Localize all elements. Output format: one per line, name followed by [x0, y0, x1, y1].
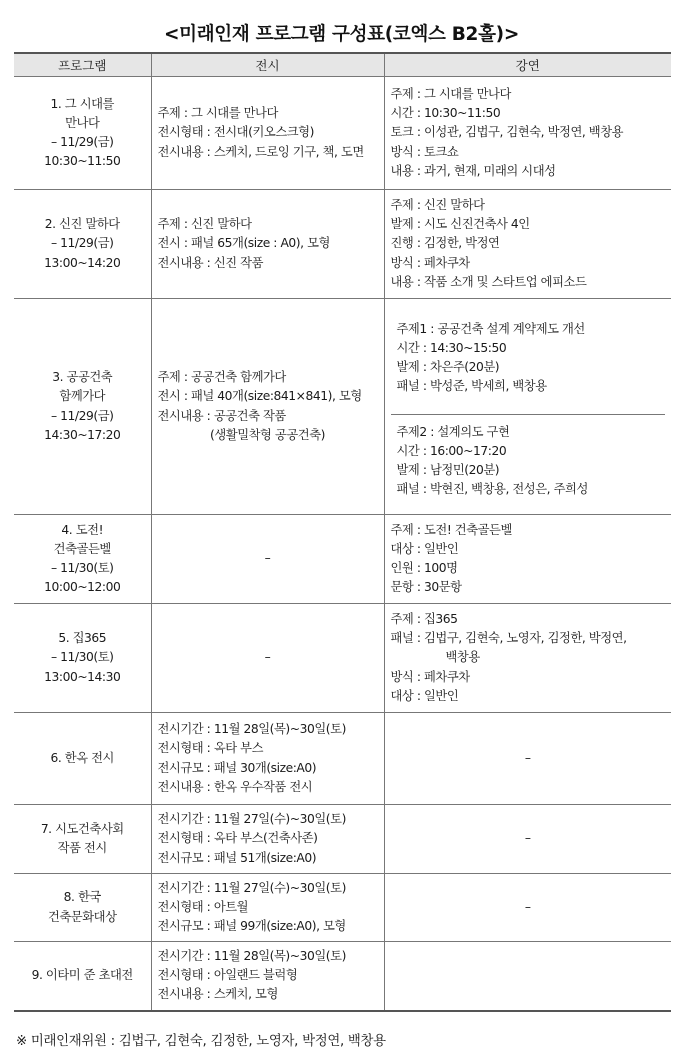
- table-row: [14, 190, 671, 299]
- program-line: – 11/30(토): [51, 561, 114, 575]
- page-title: <미래인재 프로그램 구성표(코엑스 B2홀)>: [163, 24, 520, 45]
- program-line: 건축문화대상: [47, 909, 117, 924]
- program-line: 건축골든벨: [53, 541, 111, 556]
- program-line: 13:00~14:30: [44, 669, 121, 684]
- program-cell: [14, 805, 151, 874]
- program-line: 10:00~12:00: [44, 580, 121, 595]
- lecture-line: 내용 : 작품 소개 및 스타트업 에피소드: [390, 274, 587, 289]
- header-exhibit: 전시: [151, 53, 384, 77]
- exhibit-line: 전시형태 : 아트월: [157, 899, 249, 914]
- lecture-cell: [384, 515, 671, 604]
- lecture-cell-blank: [384, 942, 671, 1011]
- program-line: 만나다: [65, 115, 100, 130]
- program-line: 6. 한옥 전시: [50, 750, 114, 765]
- lecture-line: 방식 : 페차쿠차: [390, 255, 470, 270]
- program-line: 10:30~11:50: [44, 154, 121, 169]
- program-line: 함께가다: [59, 389, 106, 404]
- program-cell: [14, 713, 151, 805]
- program-line: 3. 공공건축: [52, 370, 113, 385]
- program-line: 1. 그 시대를: [50, 96, 114, 111]
- lecture-block-1: [391, 311, 666, 414]
- lecture-line: 대상 : 일반인: [390, 541, 459, 556]
- exhibit-line: 주제 : 신진 말하다: [157, 217, 252, 232]
- exhibit-cell: [151, 299, 384, 515]
- program-line: 7. 시도건축사회: [40, 821, 124, 836]
- exhibit-line: 전시내용 : 스케치, 모형: [157, 987, 278, 1002]
- exhibit-line: 전시형태 : 옥타 부스(건축사존): [157, 831, 318, 846]
- lecture-line: 시간 : 10:30~11:50: [390, 106, 501, 121]
- exhibit-line: 전시내용 : 스케치, 드로잉 기구, 책, 도면: [157, 144, 364, 159]
- lecture-line: 발제 : 시도 신진건축사 4인: [390, 217, 530, 232]
- exhibit-line: 전시 : 패널 40개(size:841×841), 모형: [157, 389, 362, 404]
- program-line: – 11/29(금): [51, 408, 114, 423]
- program-line: 작품 전시: [57, 841, 107, 855]
- lecture-cell: [384, 77, 671, 190]
- program-line: 4. 도전!: [61, 522, 104, 537]
- lecture-line: 패널 : 김법구, 김현숙, 노영자, 김정한, 박정연,: [390, 631, 627, 646]
- table-row: [14, 942, 671, 1011]
- table-row: [14, 77, 671, 190]
- table-header-row: [14, 53, 671, 77]
- program-line: – 11/29(금): [51, 135, 114, 149]
- exhibit-line: 전시규모 : 패널 51개(size:A0): [157, 850, 317, 865]
- lecture-line: 주제 : 신진 말하다: [390, 197, 485, 212]
- program-line: 5. 집365: [58, 631, 107, 646]
- lecture-line: 문항 : 30문항: [390, 580, 462, 595]
- exhibit-line: 전시기간 : 11월 28일(목)~30일(토): [157, 948, 346, 963]
- exhibit-line: 전시규모 : 패널 30개(size:A0): [157, 760, 317, 775]
- exhibit-cell: [151, 874, 384, 942]
- exhibit-line: 전시 : 패널 65개(size : A0), 모형: [157, 236, 330, 251]
- program-cell: [14, 942, 151, 1011]
- lecture-line: 주제2 : 설계의도 구현: [396, 424, 510, 439]
- lecture-cell-empty: –: [384, 805, 671, 874]
- lecture-cell: [384, 604, 671, 713]
- exhibit-line: 전시형태 : 아일랜드 블럭형: [157, 968, 298, 983]
- program-line: 13:00~14:20: [44, 255, 121, 270]
- exhibit-cell: [151, 190, 384, 299]
- lecture-line: 대상 : 일반인: [390, 688, 459, 703]
- lecture-line: 방식 : 토크쇼: [390, 144, 459, 159]
- table-row: [14, 515, 671, 604]
- table-row: [14, 805, 671, 874]
- exhibit-cell: [151, 942, 384, 1011]
- exhibit-line: 전시내용 : 공공건축 작품: [157, 408, 286, 423]
- lecture-cell: [384, 299, 671, 515]
- lecture-cell-empty: –: [384, 713, 671, 805]
- committee-note: ※ 미래인재위원 : 김법구, 김현숙, 김정한, 노영자, 박정연, 백창용: [16, 1034, 386, 1049]
- lecture-line: 토크 : 이성관, 김법구, 김현숙, 박정연, 백창용: [390, 125, 624, 140]
- lecture-line: 패널 : 박현진, 백창용, 전성은, 주희성: [396, 482, 588, 497]
- exhibit-line: 전시기간 : 11월 27일(수)~30일(토): [157, 880, 346, 895]
- lecture-line: 백창용: [445, 650, 480, 665]
- lecture-line: 내용 : 과거, 현재, 미래의 시대성: [390, 163, 556, 178]
- header-lecture: 강연: [384, 53, 671, 77]
- program-cell: [14, 190, 151, 299]
- program-cell: [14, 299, 151, 515]
- lecture-block-2: [391, 414, 666, 503]
- exhibit-line: 전시기간 : 11월 27일(수)~30일(토): [157, 812, 346, 827]
- table-row: [14, 874, 671, 942]
- exhibit-cell-empty: –: [151, 604, 384, 713]
- program-line: 14:30~17:20: [44, 427, 121, 442]
- exhibit-cell: [151, 77, 384, 190]
- exhibit-line: 전시기간 : 11월 28일(목)~30일(토): [157, 722, 346, 737]
- program-line: – 11/29(금): [51, 236, 114, 251]
- lecture-line: 발제 : 차은주(20분): [396, 360, 500, 374]
- exhibit-cell: [151, 713, 384, 805]
- exhibit-line: 전시내용 : 한옥 우수작품 전시: [157, 779, 313, 794]
- program-line: 2. 신진 말하다: [44, 217, 120, 232]
- exhibit-line: 주제 : 그 시대를 만나다: [157, 106, 278, 121]
- lecture-cell: [384, 190, 671, 299]
- exhibit-cell-empty: –: [151, 515, 384, 604]
- exhibit-line: (생활밀착형 공공건축): [209, 427, 325, 442]
- program-cell: [14, 515, 151, 604]
- program-cell: [14, 77, 151, 190]
- lecture-line: 주제 : 집365: [390, 611, 458, 626]
- program-line: – 11/30(토): [51, 650, 114, 665]
- exhibit-line: 주제 : 공공건축 함께가다: [157, 370, 286, 385]
- table-row: [14, 713, 671, 805]
- lecture-line: 발제 : 남정민(20분): [396, 463, 500, 477]
- lecture-line: 시간 : 16:00~17:20: [396, 443, 507, 458]
- program-cell: [14, 874, 151, 942]
- program-line: 9. 이타미 준 초대전: [31, 968, 133, 983]
- lecture-line: 주제1 : 공공건축 설계 계약제도 개선: [396, 321, 585, 336]
- lecture-line: 패널 : 박성준, 박세희, 백창용: [396, 379, 547, 394]
- lecture-cell-empty: –: [384, 874, 671, 942]
- lecture-line: 주제 : 그 시대를 만나다: [390, 86, 511, 101]
- header-program: 프로그램: [14, 53, 151, 77]
- exhibit-cell: [151, 805, 384, 874]
- table-row: [14, 604, 671, 713]
- exhibit-line: 전시내용 : 신진 작품: [157, 255, 264, 270]
- lecture-line: 진행 : 김정한, 박정연: [390, 236, 500, 251]
- lecture-line: 인원 : 100명: [390, 561, 458, 575]
- exhibit-line: 전시형태 : 옥타 부스: [157, 741, 264, 756]
- table-row: [14, 299, 671, 515]
- program-line: 8. 한국: [63, 890, 101, 905]
- lecture-line: 시간 : 14:30~15:50: [396, 340, 507, 355]
- program-table: [14, 52, 671, 1012]
- program-cell: [14, 604, 151, 713]
- lecture-line: 주제 : 도전! 건축골든벨: [390, 522, 512, 537]
- exhibit-line: 전시형태 : 전시대(키오스크형): [157, 125, 314, 140]
- lecture-line: 방식 : 페차쿠차: [390, 669, 470, 684]
- exhibit-line: 전시규모 : 패널 99개(size:A0), 모형: [157, 919, 346, 934]
